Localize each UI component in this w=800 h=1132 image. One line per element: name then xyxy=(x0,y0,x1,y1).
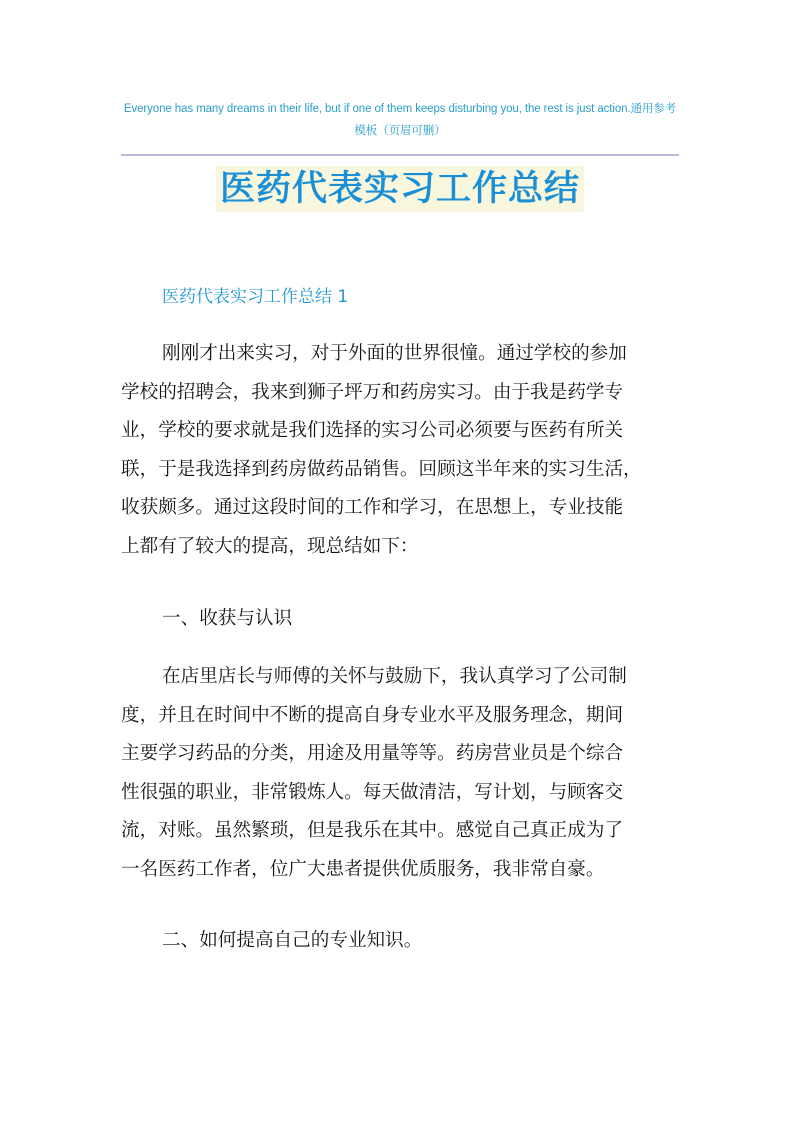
tagline-line-1: Everyone has many dreams in their life, but if one of them keeps disturbing you, the rest is just action.通用参考 xyxy=(123,103,677,115)
header-divider xyxy=(121,154,679,156)
paragraph-line: 流，对账。虽然繁琐，但是我乐在其中。感觉自己真正成为了 xyxy=(121,820,624,841)
document-title: 医药代表实习工作总结 xyxy=(216,166,584,212)
subheading-1: 一、收获与认识 xyxy=(162,608,293,629)
paragraph-line: 主要学习药品的分类，用途及用量等等。药房营业员是个综合 xyxy=(121,743,624,764)
paragraph-line: 收获颇多。通过这段时间的工作和学习，在思想上，专业技能 xyxy=(121,497,624,518)
paragraph-line: 学校的招聘会，我来到狮子坪万和药房实习。由于我是药学专 xyxy=(121,381,624,403)
subheading-2: 二、如何提高自己的专业知识。 xyxy=(162,930,423,951)
paragraph-1 xyxy=(121,335,683,566)
paragraph-line: 在店里店长与师傅的关怀与鼓励下，我认真学习了公司制 xyxy=(162,666,627,687)
title-container xyxy=(0,166,800,212)
paragraph-line: 联，于是我选择到药房做药品销售。回顾这半年来的实习生活， xyxy=(121,458,642,480)
tagline-line-2: 模板（页眉可删） xyxy=(354,125,446,137)
paragraph-line: 性很强的职业，非常锻炼人。每天做清洁，写计划，与顾客交 xyxy=(121,781,624,803)
paragraph-line: 一名医药工作者，位广大患者提供优质服务，我非常自豪。 xyxy=(121,858,605,880)
paragraph-line: 上都有了较大的提高，现总结如下： xyxy=(121,535,419,557)
paragraph-line: 业，学校的要求就是我们选择的实习公司必须要与医药有所关 xyxy=(121,420,624,441)
section-heading: 医药代表实习工作总结 1 xyxy=(162,287,349,307)
paragraph-line: 刚刚才出来实习，对于外面的世界很憧。通过学校的参加 xyxy=(162,343,627,364)
paragraph-2 xyxy=(121,658,683,889)
page-header-tagline xyxy=(120,98,680,142)
paragraph-line: 度，并且在时间中不断的提高自身专业水平及服务理念，期间 xyxy=(121,704,624,726)
